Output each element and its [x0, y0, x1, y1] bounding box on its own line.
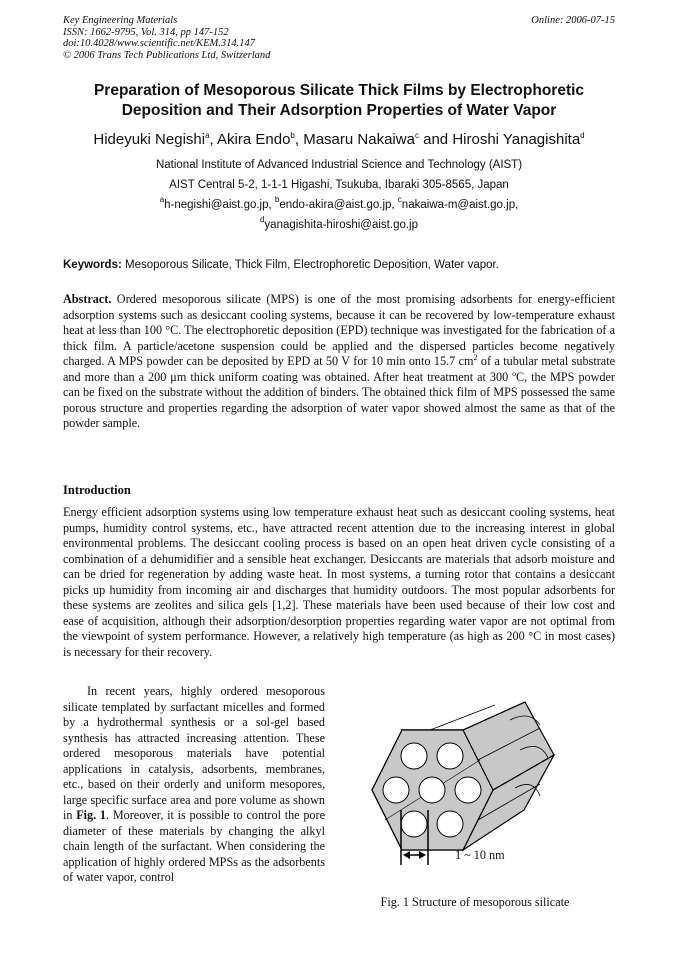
email-sup: b: [274, 195, 280, 204]
address: AIST Central 5-2, 1-1-1 Higashi, Tsukuba, Ibaraki 305-8565, Japan: [169, 179, 509, 191]
affiliation-block: [63, 155, 615, 235]
author-sup: c: [414, 131, 419, 140]
pore-size-label: 1 ~ 10 nm: [455, 848, 505, 862]
section-heading-introduction: Introduction: [63, 483, 131, 497]
figure-reference[interactable]: Fig. 1: [76, 808, 107, 822]
paragraph-text: In recent years, highly ordered mesoporous silicate templated by surfactant micelles and formed by a hydrothermal synthesis or a sol-gel based synthesis has attracted increasing attention. These ordered mesoporous materials have potential applications in catalysis, adsorbents, membranes, etc., based on their orderly and uniform mesopores, large specific surface area and pore volume as shown in: [63, 684, 325, 822]
email-line: [63, 195, 615, 215]
email-link[interactable]: nakaiwa-m@aist.go.jp,: [401, 199, 519, 211]
superscript: 2: [473, 353, 478, 362]
title-line-2: Deposition and Their Adsorption Properties of Water Vapor: [121, 102, 557, 119]
paper-title: [63, 81, 615, 121]
copyright-line: © 2006 Trans Tech Publications Ltd, Switzerland: [63, 49, 271, 61]
intro-paragraph-2: [63, 684, 325, 886]
email-line: [63, 215, 615, 235]
author-name: Hideyuki Negishi: [93, 131, 206, 148]
author-name: Hiroshi Yanagishita: [452, 131, 581, 148]
abstract: [63, 292, 615, 432]
email-link[interactable]: endo-akira@aist.go.jp,: [279, 199, 398, 211]
email-link[interactable]: h-negishi@aist.go.jp,: [164, 199, 275, 211]
abstract-label: Abstract.: [63, 292, 112, 306]
author-sup: d: [580, 131, 585, 140]
email-sup: d: [259, 215, 265, 224]
keywords-label: Keywords:: [63, 259, 122, 271]
separator: ,: [209, 131, 218, 148]
keywords-text: Mesoporous Silicate, Thick Film, Electrophoretic Deposition, Water vapor.: [121, 259, 499, 271]
online-date: Online: 2006-07-15: [531, 15, 615, 26]
figure-caption: Fig. 1 Structure of mesoporous silicate: [380, 895, 570, 909]
abstract-text: Ordered mesoporous silicate (MPS) is one of the most promising adsorbents for energy-efficient adsorption systems such as desiccant cooling systems, because it can be recovered by low-temperature exhaust heat at less than 100 °C. The electrophoretic deposition (EPD) technique was investigated for the fabrication of a thick film. A particle/acetone suspension could be applied and the dispersed particles become negatively charged. A MPS powder can be deposited by EPD at 50 V for 10 min onto 15.7 cm: [63, 292, 615, 368]
author-sup: b: [290, 131, 295, 140]
institute: National Institute of Advanced Industrial Science and Technology (AIST): [155, 159, 523, 171]
separator: and: [418, 131, 453, 148]
author-name: Akira Endo: [217, 131, 291, 148]
author-name: Masaru Nakaiwa: [303, 131, 415, 148]
separator: ,: [294, 131, 304, 148]
keywords: [63, 258, 615, 273]
intro-paragraph-1: Energy efficient adsorption systems using low temperature exhaust heat such as desiccant cooling systems, heat pumps, humidity control systems, etc., have attracted recent attention due to the increasing interest in global environmental problems. The desiccant cooling process is based on an open heat driven cycle consisting of a combination of a dehumidifier and a sensible heat exchanger. Desiccants are materials that adsorb moisture and can be dried for regeneration by adding waste heat. In most systems, a turning rotor that contains a desiccant picks up humidity from incoming air and discharges that humidity outdoors. The most popular adsorbents for these systems are zeolites and silica gels [1,2]. These materials have been used because of their low cost and ease of acquisition, although their adsorption/desorption properties regarding water vapor are not optimal from the viewpoint of system performance. However, a relatively high temperature (as high as 200 °C in most cases) is necessary for their recovery.: [63, 505, 615, 659]
journal-header: [63, 15, 270, 61]
email-sup: a: [159, 195, 165, 204]
doi-line: doi:10.4028/www.scientific.net/KEM.314.147: [63, 38, 255, 49]
email-link[interactable]: yanagishita-hiroshi@aist.go.jp: [264, 219, 419, 231]
email-sup: c: [397, 195, 402, 204]
author-list: [63, 130, 615, 150]
abstract-text: of a tubular metal substrate and more than a 200 μm thick uniform coating was obtained. After heat treatment at 300 ºC, the MPS powder can be fixed on the substrate without the addition of binders. The obtained thick film of MPS possessed the same porous structure and properties regarding the adsorption of water vapor showed almost the same as that of the powder sample.: [63, 354, 615, 430]
title-line-1: Preparation of Mesoporous Silicate Thick Films by Electrophoretic: [93, 82, 585, 99]
paragraph-text: . Moreover, it is possible to control the pore diameter of these materials by changing the alkyl chain length of the surfactant. When considering the application of highly ordered MPSs as the adsorbents of water vapor, control: [63, 808, 325, 884]
issn-line: ISSN: 1662-9795, Vol. 314, pp 147-152: [63, 26, 229, 38]
journal-name: Key Engineering Materials: [63, 15, 178, 26]
author-sup: a: [205, 131, 210, 140]
